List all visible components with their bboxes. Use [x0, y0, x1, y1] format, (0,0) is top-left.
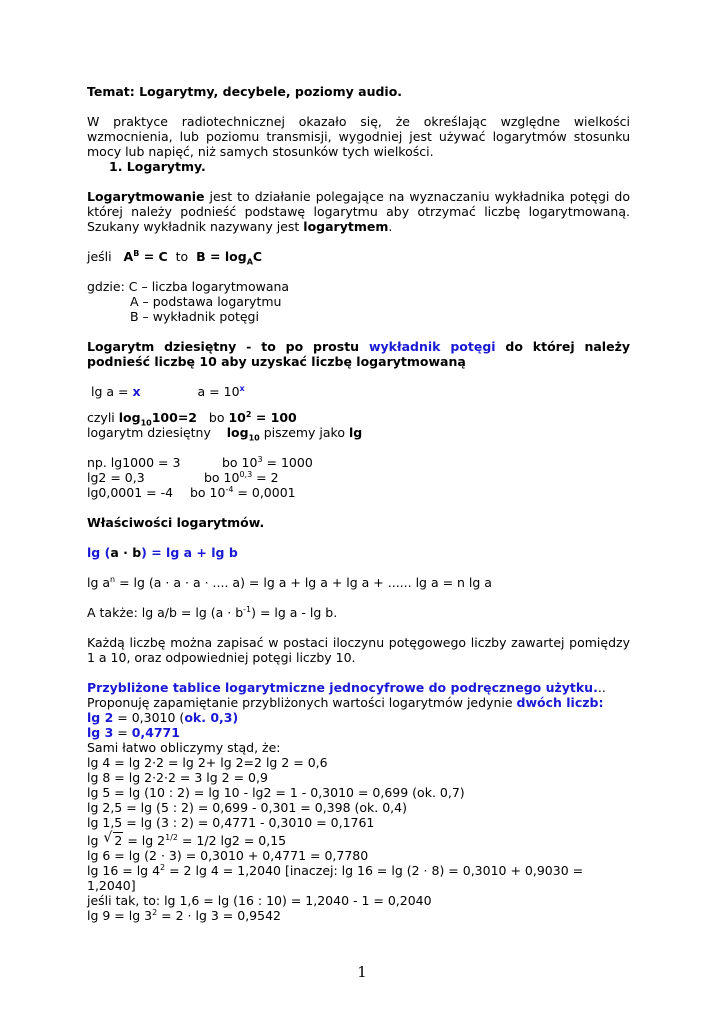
derived-line: $\lg 9 = \lg 3^2 = 2 \cdot \lg 3 = 0,9542$ [87, 907, 281, 923]
decimal-definition: Logarytm dziesiętny - to po prostu wykładnik potęgi do której należy podnieść liczbę 10 aby uzyskać liczbę logarytmowaną [87, 339, 630, 369]
derived-line: lg 1,5 = lg (3 : 2) = 0,4771 - 0,3010 = 0,1761 [87, 815, 375, 830]
where-line: gdzie: C – liczba logarytmowana [87, 279, 290, 294]
lg-a-line: lg a = x $a = 10^x$ [90, 383, 245, 399]
where-item-b: B – wykładnik potęgi [130, 309, 259, 324]
tables-heading: Przybliżone tablice logarytmiczne jednocyfrowe do podręcznego użytku... [87, 680, 606, 695]
derived-line: lg 8 = lg 2·2·2 = 3 lg 2 = 0,9 [87, 770, 268, 785]
formula-to: to [175, 249, 189, 264]
property-quotient: A także: $\lg a/b = \lg (a \cdot b^{-1}) = \lg a - \lg b$. [87, 604, 338, 620]
formula-left: $A^B = C$ [123, 248, 168, 264]
property-product: lg (a · b) = lg a + lg b [87, 545, 238, 560]
example-row: lg0,0001 = -4 bo $10^{-4} = 0,0001$ [87, 484, 296, 500]
sqrt-symbol: √ 2 [104, 833, 123, 848]
definition-text: jest to działanie polegające na wyznaczaniu wykładnika potęgi do której należy podnieść podstawę logarytmu aby otrzymać liczbę logarytmowaną. Szukany wykładnik nazywany jest [87, 189, 630, 234]
derived-line: jeśli tak, to: lg 1,6 = lg (16 : 10) = 1,2040 - 1 = 0,2040 [87, 893, 432, 908]
formula-right: $B = \log_AC$ [196, 249, 263, 267]
formula-if: jeśli [87, 249, 112, 264]
tables-proposal: Proponuję zapamiętanie przybliżonych wartości logarytmów jedynie dwóch liczb: [87, 695, 604, 710]
page-number: 1 [357, 963, 367, 981]
property-power: $\lg a^n = \lg (a \cdot a \cdot a$ · .... a) = lg a + lg a + lg a + ...... lg a = n lg a [87, 574, 492, 590]
derived-line: lg √ $2 = \lg 2^{1/2} = 1/2$ lg2 = 0,15 [87, 833, 630, 848]
derived-line: lg 4 = lg 2·2 = lg 2+ lg 2=2 lg 2 = 0,6 [87, 755, 328, 770]
derived-line: lg 5 = lg (10 : 2) = lg 10 - lg2 = 1 - 0,3010 = 0,699 (ok. 0,7) [87, 785, 465, 800]
decimal-highlight: wykładnik potęgi [368, 339, 496, 354]
czyli-line: czyli $\log_{10}100=2$ bo $10^2 = 100$ [87, 409, 297, 428]
derived-line: lg 2,5 = lg (5 : 2) = 0,699 - 0,301 = 0,398 (ok. 0,4) [87, 800, 407, 815]
decimal-notation-line: logarytm dziesiętny $\log_{10}$ piszemy jako lg [87, 425, 363, 443]
section-heading: 1. Logarytmy. [109, 159, 206, 174]
where-item-a: A – podstawa logarytmu [130, 294, 282, 309]
properties-heading: Właściwości logarytmów. [87, 515, 265, 530]
definition-end: . [388, 219, 393, 234]
definition-term: Logarytmowanie [87, 189, 205, 204]
page-title: Temat: Logarytmy, decybele, poziomy audio. [87, 84, 403, 99]
example-row: lg2 = 0,3 bo $10^{0,3} = 2$ [87, 469, 279, 485]
intro-paragraph: W praktyce radiotechnicznej okazało się, że określając względne wielkości wzmocnienia, lub poziomu transmisji, wygodniej jest używać logarytmów stosunku mocy lub napięć, niż samych stosunków tych wielkości. [87, 114, 630, 159]
definition-term-2: logarytmem [303, 219, 389, 234]
derived-line: lg 6 = lg (2 · 3) = 0,3010 + 0,4771 = 0,7780 [87, 848, 369, 863]
document-page [87, 84, 630, 923]
derived-intro: Sami łatwo obliczymy stąd, że: [87, 740, 281, 755]
definition-paragraph [87, 189, 630, 234]
scientific-notation-paragraph: Każdą liczbę można zapisać w postaci iloczynu potęgowego liczby zawartej pomiędzy 1 a 10, oraz odpowiedniej potęgi liczby 10. [87, 635, 630, 665]
lg3-line: lg 3 = 0,4771 [87, 725, 180, 740]
derived-line: $\lg 16 = \lg 4^2 = 2$ lg 4 = 1,2040 [inaczej: lg 16 = lg (2 · 8) = 0,3010 + 0,9030 = 1,2040] [87, 862, 584, 893]
lg2-line: lg 2 = 0,3010 (ok. 0,3) [87, 710, 239, 725]
formula-line [87, 248, 630, 267]
example-row: np. lg1000 = 3 bo $10^3 = 1000$ [87, 454, 313, 470]
